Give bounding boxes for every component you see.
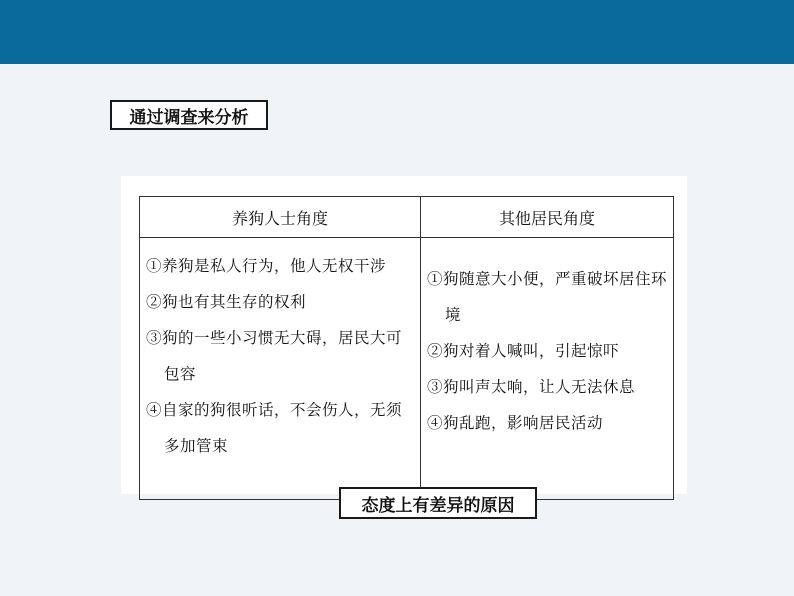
list-item <box>146 284 414 320</box>
table-body-row <box>140 238 674 500</box>
header-bar <box>0 0 794 64</box>
analysis-title: 通过调查来分析 <box>129 107 249 128</box>
item-line: ②狗也有其生存的权利 <box>146 293 307 311</box>
item-line: ④狗乱跑，影响居民活动 <box>427 414 604 432</box>
list-item <box>427 405 667 441</box>
comparison-table <box>139 196 674 500</box>
list-item <box>146 320 414 392</box>
item-line-continued: 多加管束 <box>164 437 229 455</box>
list-item <box>146 392 414 464</box>
item-line: ①养狗是私人行为，他人无权干涉 <box>146 257 387 275</box>
list-item <box>427 369 667 405</box>
item-line: ④自家的狗很听话，不会伤人，无须 <box>146 401 403 419</box>
item-line: ③狗叫声太响，让人无法休息 <box>427 378 636 396</box>
header-dog-owners: 养狗人士角度 <box>140 197 421 238</box>
item-line: ①狗随意大小便，严重破坏居住环 <box>427 270 668 288</box>
dog-owner-views <box>140 238 421 500</box>
item-line-continued: 包容 <box>164 365 197 383</box>
list-item <box>427 261 667 333</box>
table-header-row <box>140 197 674 238</box>
item-line: ③狗的一些小习惯无大碍，居民大可 <box>146 329 403 347</box>
resident-views <box>421 238 674 500</box>
header-other-residents: 其他居民角度 <box>421 197 674 238</box>
table-panel <box>121 176 687 494</box>
item-line: ②狗对着人喊叫，引起惊吓 <box>427 342 620 360</box>
reason-title-box <box>339 487 537 519</box>
list-item <box>146 248 414 284</box>
reason-title: 态度上有差异的原因 <box>361 495 515 516</box>
analysis-title-box <box>110 100 268 130</box>
item-line-continued: 境 <box>445 306 462 324</box>
list-item <box>427 333 667 369</box>
